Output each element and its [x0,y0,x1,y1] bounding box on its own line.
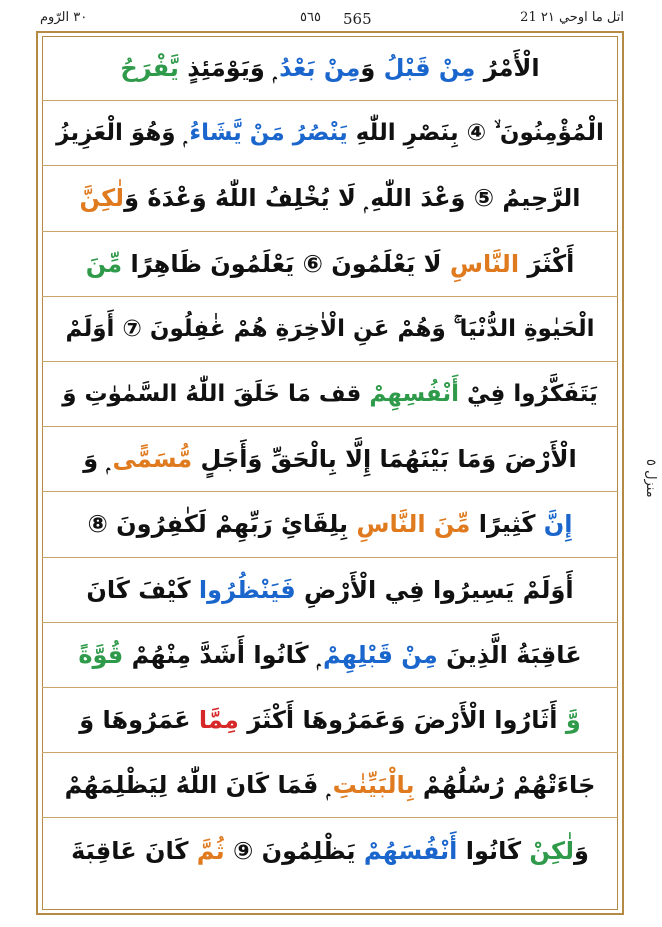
verse-segment: مِّنَ [85,249,123,278]
verse-segment: قُوَّةً [78,640,124,669]
verse-segment: لٰكِنَّ [79,184,125,213]
verse-segment: ۭ وَ [83,445,113,474]
verse-segment: كَثِيرًا [470,510,544,539]
verse-segment: النَّاسِ [449,249,520,278]
verse-segment: مِنْ قَبْلِهِمْ [322,640,438,669]
verse-segment: مُّسَمًّى [112,445,193,474]
verse-segment: يَتَفَكَّرُوا فِيْ [459,381,598,408]
verse-segment: الْأَمْرُ [475,54,540,83]
verse-segment: قف مَا خَلَقَ اللّٰهُ السَّمٰوٰتِ وَ [62,381,370,408]
header-page-arabic: ٥٦٥ [300,10,321,25]
verse-segment: أَوَلَمْ يَسِيرُوا فِي الْأَرْضِ [295,575,574,604]
verse-segment: أَكْثَرَ [519,249,575,278]
verse-segment: مِنْ قَبْلُ [375,54,476,83]
header-surah-label: ٣٠ الرّوم [40,10,88,25]
verse-segment: ۭ فَمَا كَانَ اللّٰهُ لِيَظْلِمَهُمْ [64,771,333,800]
header-juz-label: اتل ما اوحي ٢١ 21 [520,10,624,25]
verse-segment: الرَّحِيمُ ⑤ وَعْدَ اللّٰهِ ۭ لَا يُخْلِفُ اللّٰهُ وَعْدَهٗ وَ [124,184,581,213]
verse-segment: الْحَيٰوةِ الدُّنْيَا ۚ وَهُمْ عَنِ الْاٰخِرَةِ هُمْ غٰفِلُونَ ⑦ أَوَلَمْ [65,315,595,342]
verse-segment: بِالْبَيِّنٰتِ [332,771,415,800]
verse-line [42,232,618,297]
verse-line-text [86,576,573,604]
verse-line-text [65,771,596,799]
verse-segment: أَنْفُسَهُمْ [363,836,458,865]
verse-segment: الْمُؤْمِنُونَ ۙ ④ بِنَصْرِ اللّٰهِ [347,120,604,147]
verse-line-text [83,445,577,473]
verse-line [42,36,618,101]
verse-line [42,492,618,557]
verse-segment: ۭ كَانُوا أَشَدَّ مِنْهُمْ [123,640,323,669]
verse-line-text [78,641,581,669]
verse-segment: وَّ [565,705,581,734]
verse-segment: يَنْصُرُ مَنْ يَّشَاءُ [189,120,348,147]
verse-segment: أَنْفُسِهِمْ [369,381,460,408]
verse-line-text [79,706,581,734]
verse-line-text [87,510,572,538]
verse-line [42,623,618,688]
verse-segment: يَظْلِمُونَ ⑨ [224,836,364,865]
verse-segment: فَيَنْظُرُوا [198,575,296,604]
verse-line [42,818,618,883]
verse-line [42,297,618,362]
verse-line [42,753,618,818]
verse-line [42,166,618,231]
verse-line-text [120,54,539,82]
verse-segment: وَ [360,54,376,83]
verse-segment: بِلِقَائِ رَبِّهِمْ لَكٰفِرُونَ ⑧ [87,510,357,539]
page-header [38,6,626,32]
verse-line-text [80,184,581,212]
verse-line [42,558,618,623]
verse-segment: لٰكِنْ [529,836,574,865]
verse-segment: لَا يَعْلَمُونَ ⑥ يَعْلَمُونَ ظَاهِرًا [122,249,450,278]
verse-segment: عَمَرُوهَا وَ [79,705,199,734]
verse-segment: مِنْ بَعْدُ [279,54,361,83]
manzil-marker: منزل ٥ [643,458,658,498]
verse-line-text [71,837,589,865]
verse-line [42,101,618,166]
verse-segment: مِّنَ النَّاسِ [356,510,471,539]
verse-segment: ثُمَّ [196,836,225,865]
verse-segment: كَانُوا [457,836,530,865]
verse-segment: ۭ وَهُوَ الْعَزِيزُ [56,120,190,147]
verse-segment: يَّفْرَحُ [120,54,179,83]
verse-line [42,362,618,427]
verse-line-text [66,316,595,342]
verse-line [42,427,618,492]
verse-segment: ۭ وَيَوْمَئِذٍ [178,54,280,83]
verse-segment: كَيْفَ كَانَ [86,575,199,604]
verse-segment: إِنَّ [543,510,573,539]
header-page-number: 565 [343,10,372,28]
verse-line-text [86,250,575,278]
verse-line-text [62,381,598,407]
verse-segment: عَاقِبَةُ الَّذِينَ [437,640,582,669]
verse-segment: وَ [573,836,589,865]
text-block [42,36,618,910]
verse-segment: أَثَارُوا الْأَرْضَ وَعَمَرُوهَا أَكْثَرَ [238,705,566,734]
verse-line [42,688,618,753]
verse-line-text [56,120,604,146]
verse-segment: الْأَرْضَ وَمَا بَيْنَهُمَا إِلَّا بِالْحَقِّ وَأَجَلٍ [192,445,577,474]
verse-segment: كَانَ عَاقِبَةَ [71,836,197,865]
verse-segment: جَاءَتْهُمْ رُسُلُهُمْ [414,771,596,800]
verse-segment: مِمَّا [198,705,239,734]
